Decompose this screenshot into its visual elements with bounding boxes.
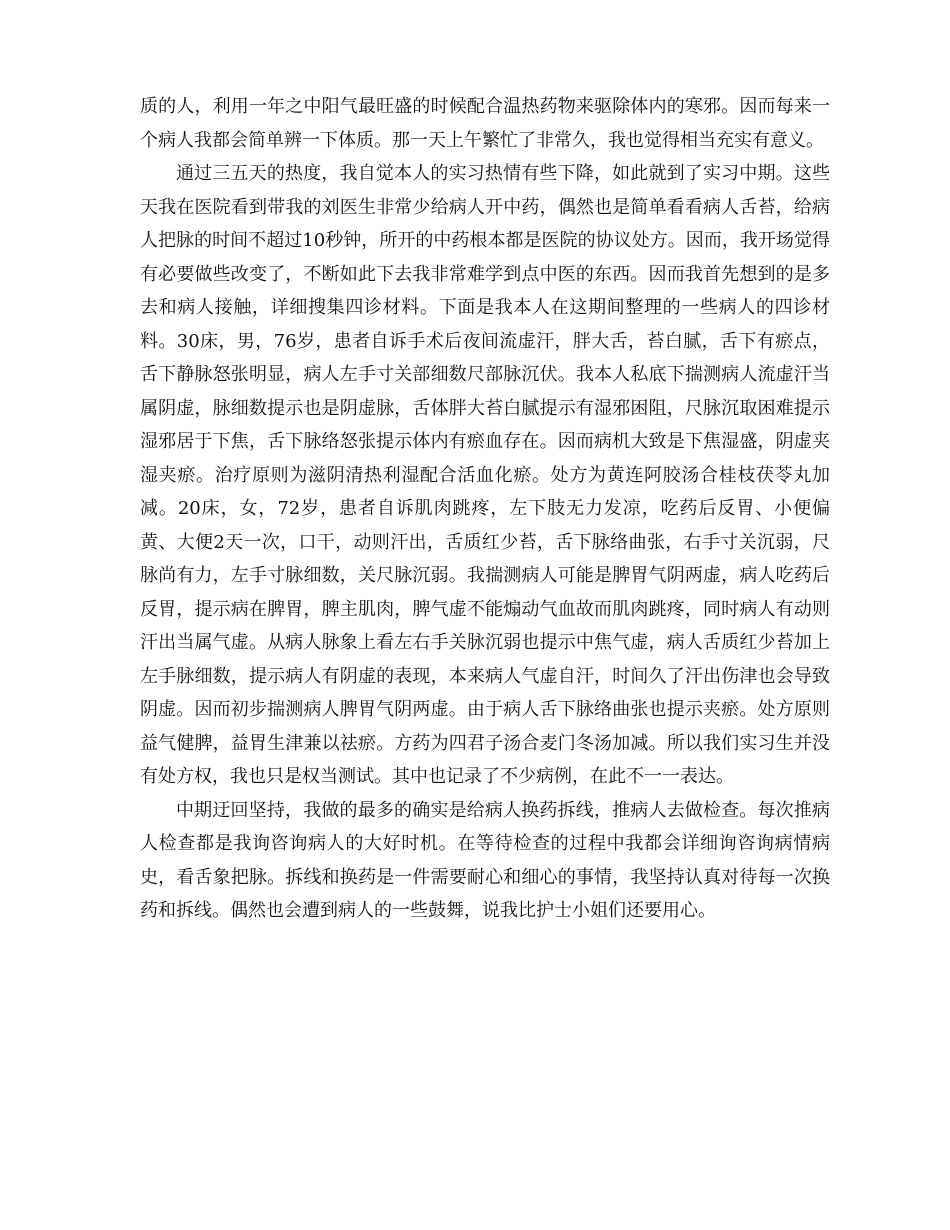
paragraph-2: 通过三五天的热度，我自觉本人的实习热情有些下降，如此就到了实习中期。这些天我在医院看到带我的刘医生非常少给病人开中药，偶然也是简单看看病人舌苔，给病人把脉的时间不超过10秒钟，所开的中药根本都是医院的协议处方。因而，我开场觉得有必要做些改变了，不断如此下去我非常难学到点中医的东西。因而我首先想到的是多去和病人接触，详细搜集四诊材料。下面是我本人在这期间整理的一些病人的四诊材料。30床，男，76岁，患者自诉手术后夜间流虚汗，胖大舌，苔白腻，舌下有瘀点，舌下静脉怒张明显，病人左手寸关部细数尺部脉沉伏。我本人私底下揣测病人流虚汗当属阴虚，脉细数提示也是阴虚脉，舌体胖大苔白腻提示有湿邪困阻，尺脉沉取困难提示湿邪居于下焦，舌下脉络怒张提示体内有瘀血存在。因而病机大致是下焦湿盛，阴虚夹湿夹瘀。治疗原则为滋阴清热利湿配合活血化瘀。处方为黄连阿胶汤合桂枝茯苓丸加减。20床，女，72岁，患者自诉肌肉跳疼，左下肢无力发凉，吃药后反胃、小便偏黄、大便2天一次，口干，动则汗出，舌质红少苔，舌下脉络曲张，右手寸关沉弱，尺脉尚有力，左手寸脉细数，关尺脉沉弱。我揣测病人可能是脾胃气阴两虚，病人吃药后反胃，提示病在脾胃，脾主肌肉，脾气虚不能煽动气血故而肌肉跳疼，同时病人有动则汗出当属气虚。从病人脉象上看左右手关脉沉弱也提示中焦气虚，病人舌质红少苔加上左手脉细数，提示病人有阴虚的表现，本来病人气虚自汗，时间久了汗出伤津也会导致阴虚。因而初步揣测病人脾胃气阴两虚。由于病人舌下脉络曲张也提示夹瘀。处方原则益气健脾，益胃生津兼以祛瘀。方药为四君子汤合麦门冬汤加减。所以我们实习生并没有处方权，我也只是权当测试。其中也记录了不少病例，在此不一一表达。 bbox=[140, 163, 830, 787]
paragraph-1: 质的人，利用一年之中阳气最旺盛的时候配合温热药物来驱除体内的寒邪。因而每来一个病人我都会简单辨一下体质。那一天上午繁忙了非常久，我也觉得相当充实有意义。 bbox=[140, 96, 830, 151]
paragraph-3: 中期迂回坚持，我做的最多的确实是给病人换药拆线，推病人去做检查。每次推病人检查都是我询咨询病人的大好时机。在等待检查的过程中我都会详细询咨询病情病史，看舌象把脉。拆线和换药是一件需要耐心和细心的事情，我坚持认真对待每一次换药和拆线。偶然也会遭到病人的一些鼓舞，说我比护士小姐们还要用心。 bbox=[140, 799, 830, 921]
document-body bbox=[140, 90, 830, 928]
